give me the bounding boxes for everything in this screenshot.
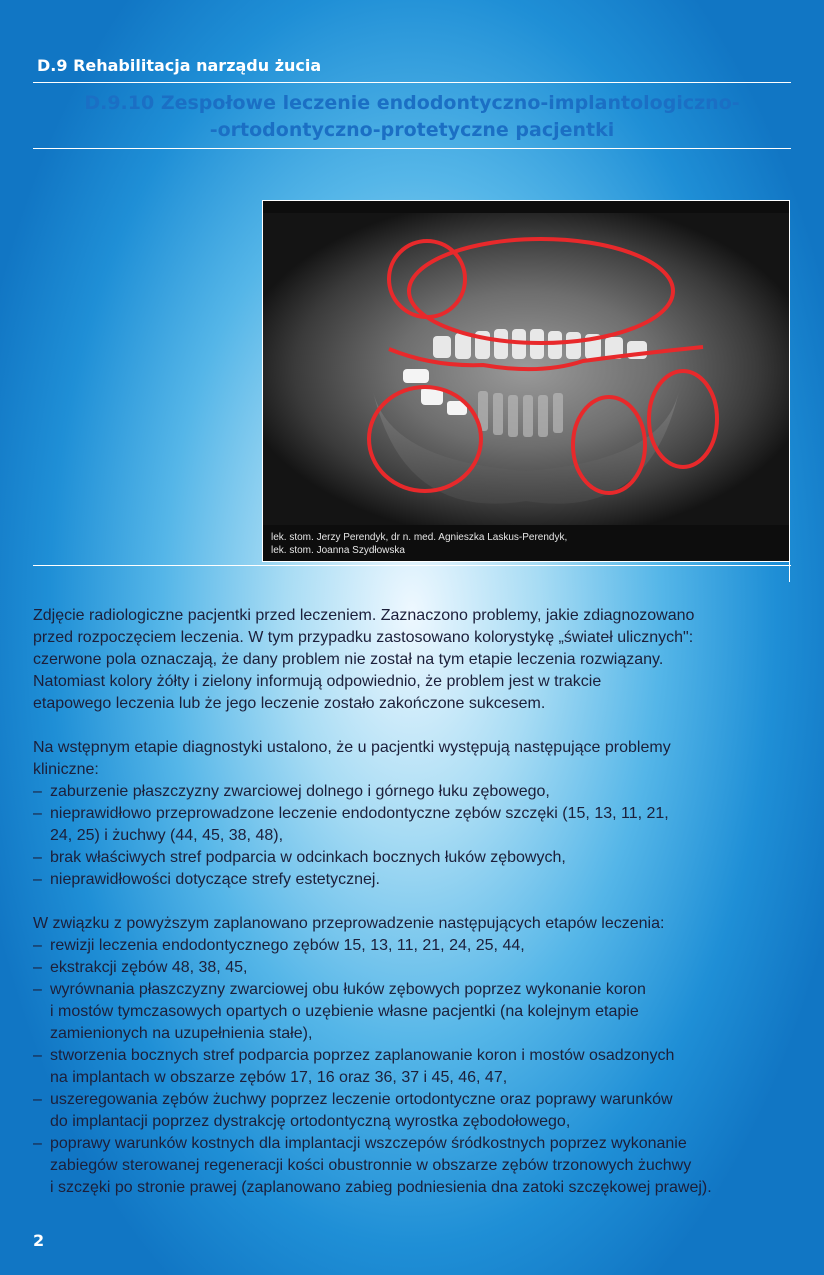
list-item-line: zabiegów sterowanej regeneracji kości obustronnie w obszarze zębów trzonowych żuchwy [50,1157,692,1174]
plan-section [33,913,793,1199]
body-text [33,605,793,1199]
intro-line: etapowego leczenia lub że jego leczenie zostało zakończone sukcesem. [33,695,546,712]
list-item [33,979,793,1045]
diagnosis-list [33,781,793,891]
header-rule-bottom [33,148,791,149]
list-item-line: i szczęki po stronie prawej (zaplanowano zabieg podniesienia dna zatoki szczękowej prawej). [50,1179,712,1196]
diagnosis-lead-line: kliniczne: [33,761,99,778]
panoramic-xray-figure [262,200,790,562]
list-item [33,847,793,869]
title-line: -ortodontyczno-protetyczne pacjentki [209,119,615,141]
list-item [33,935,793,957]
list-item-line: – nieprawidłowości dotyczące strefy estetycznej. [50,871,380,888]
list-item-line: na implantach w obszarze zębów 17, 16 oraz 36, 37 i 45, 46, 47, [50,1069,508,1086]
list-item [33,781,793,803]
caption-line: lek. stom. Jerzy Perendyk, dr n. med. Agnieszka Laskus-Perendyk, [271,532,568,543]
list-item-line: – zaburzenie płaszczyzny zwarciowej dolnego i górnego łuku zębowego, [50,783,550,800]
list-item-line: – brak właściwych stref podparcia w odcinkach bocznych łuków zębowych, [50,849,566,866]
list-item-line: do implantacji poprzez dystrakcję ortodontyczną wyrostka zębodołowego, [50,1113,571,1130]
list-item-line: – poprawy warunków kostnych dla implantacji wszczepów śródkostnych poprzez wykonanie [50,1135,687,1152]
list-item [33,1089,793,1133]
intro-paragraph [33,605,793,715]
list-item-line: – nieprawidłowo przeprowadzone leczenie endodontyczne zębów szczęki (15, 13, 11, 21, [50,805,669,822]
list-item [33,1045,793,1089]
paragraph-gap [33,891,793,913]
intro-line: przed rozpoczęciem leczenia. W tym przypadku zastosowano kolorystykę „świateł ulicznych": [33,629,694,646]
list-item-line: – ekstrakcji zębów 48, 38, 45, [50,959,248,976]
list-item-line: 24, 25) i żuchwy (44, 45, 38, 48), [50,827,284,844]
diagnosis-section [33,737,793,891]
header-rule-top [33,82,791,83]
list-item-line: – uszeregowania zębów żuchwy poprzez leczenie ortodontyczne oraz poprawy warunków [50,1091,673,1108]
list-item [33,869,793,891]
plan-lead: W związku z powyższym zaplanowano przeprowadzenie następujących etapów leczenia: [33,915,665,932]
list-item-line: i mostów tymczasowych opartych o uzębienie własne pacjentki (na kolejnym etapie [50,1003,639,1020]
list-item-line: – rewizji leczenia endodontycznego zębów 15, 13, 11, 21, 24, 25, 44, [50,937,525,954]
section-header: D.9 Rehabilitacja narządu żucia [37,56,322,75]
intro-line: Natomiast kolory żółty i zielony informują odpowiednio, że problem jest w trakcie [33,673,602,690]
figure-rule-tick [789,540,790,582]
figure-rule [33,565,791,566]
page-number: 2 [33,1231,45,1250]
list-item-line: zamienionych na uzupełnienia stałe), [50,1025,313,1042]
list-item [33,803,793,847]
list-item-line: – stworzenia bocznych stref podparcia poprzez zaplanowanie koron i mostów osadzonych [50,1047,675,1064]
figure-caption [271,531,567,557]
list-item [33,957,793,979]
intro-line: Zdjęcie radiologiczne pacjentki przed leczeniem. Zaznaczono problemy, jakie zdiagnozowano [33,607,695,624]
list-item [33,1133,793,1199]
caption-line: lek. stom. Joanna Szydłowska [271,545,405,556]
intro-line: czerwone pola oznaczają, że dany problem nie został na tym etapie leczenia rozwiązany. [33,651,664,668]
diagnosis-lead-line: Na wstępnym etapie diagnostyki ustalono, że u pacjentki występują następujące problemy [33,739,671,756]
plan-list [33,935,793,1199]
paragraph-gap [33,715,793,737]
title-line: D.9.10 Zespołowe leczenie endodontyczno-implantologiczno- [84,92,740,114]
page-title [60,90,764,144]
xray-image [263,201,789,561]
list-item-line: – wyrównania płaszczyzny zwarciowej obu łuków zębowych poprzez wykonanie koron [50,981,646,998]
